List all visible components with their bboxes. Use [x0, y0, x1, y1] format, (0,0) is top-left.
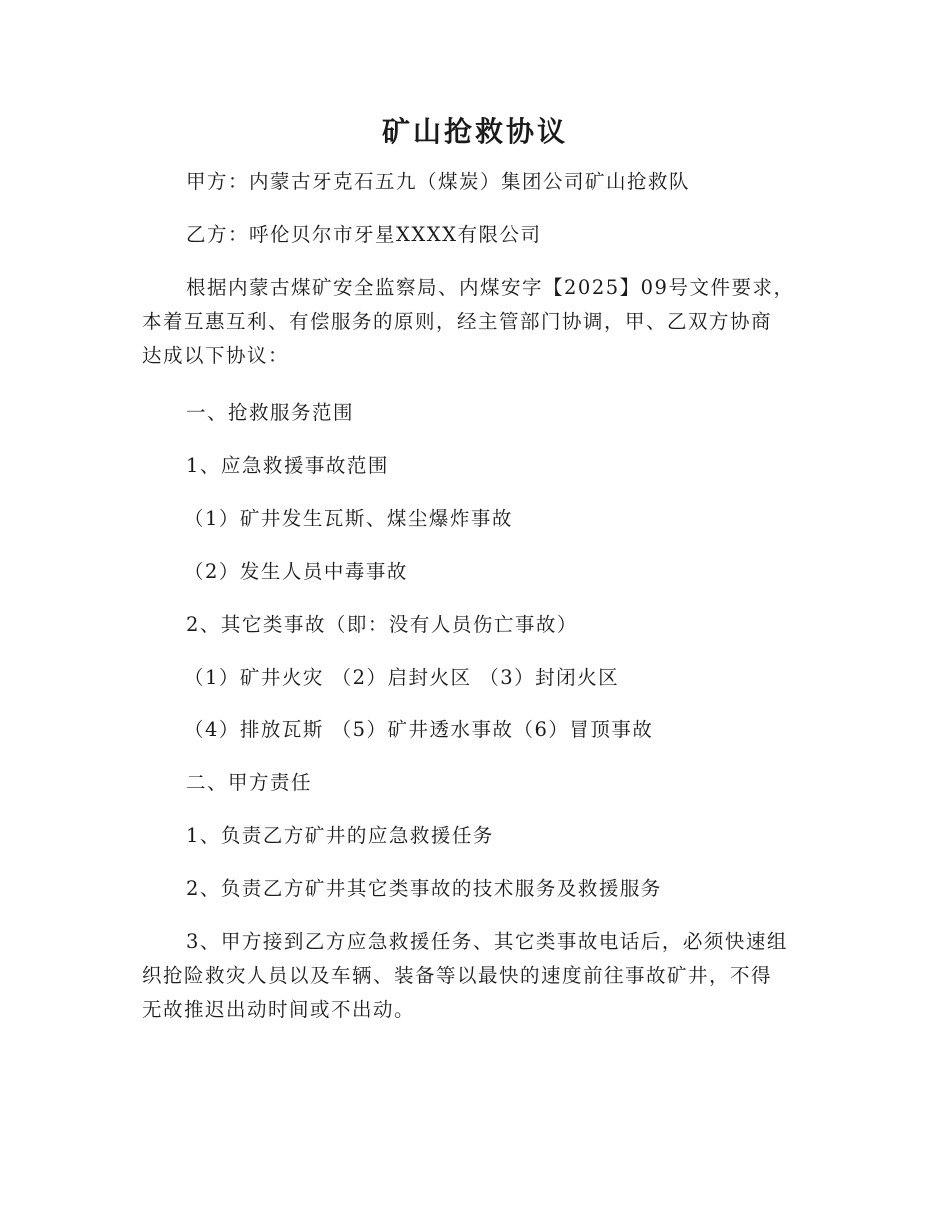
responsibility-item: 2、负责乙方矿井其它类事故的技术服务及救援服务	[186, 877, 662, 900]
responsibility-paragraph	[142, 925, 802, 1027]
item-heading: 2、其它类事故（即：没有人员伤亡事故）	[186, 613, 578, 636]
item-heading: 1、应急救援事故范围	[186, 454, 389, 477]
responsibility-item: 1、负责乙方矿井的应急救援任务	[186, 824, 494, 847]
section-heading: 二、甲方责任	[186, 771, 313, 794]
party-a: 甲方：内蒙古牙克石五九（煤炭）集团公司矿山抢救队	[186, 170, 691, 193]
intro-line: 本着互惠互利、有偿服务的原则，经主管部门协调，甲、乙双方协商	[142, 310, 773, 333]
responsibility-line: 无故推迟出动时间或不出动。	[142, 998, 416, 1021]
responsibility-line: 3、甲方接到乙方应急救援任务、其它类事故电话后，必须快速组	[186, 930, 788, 953]
section-heading: 一、抢救服务范围	[186, 401, 355, 424]
sub-item: （1）矿井发生瓦斯、煤尘爆炸事故	[184, 507, 513, 530]
intro-line: 达成以下协议：	[142, 344, 290, 367]
sub-item: （2）发生人员中毒事故	[184, 560, 408, 583]
sub-item: （4）排放瓦斯 （5）矿井透水事故（6）冒顶事故	[184, 718, 654, 741]
intro-line: 根据内蒙古煤矿安全监察局、内煤安字【2025】09号文件要求，	[186, 276, 795, 299]
document-title: 矿山抢救协议	[381, 115, 568, 148]
party-b: 乙方：呼伦贝尔市牙星XXXX有限公司	[186, 223, 542, 246]
intro-paragraph	[142, 271, 802, 373]
responsibility-line: 织抢险救灾人员以及车辆、装备等以最快的速度前往事故矿井，不得	[142, 964, 773, 987]
sub-item: （1）矿井火灾 （2）启封火区 （3）封闭火区	[184, 666, 620, 689]
